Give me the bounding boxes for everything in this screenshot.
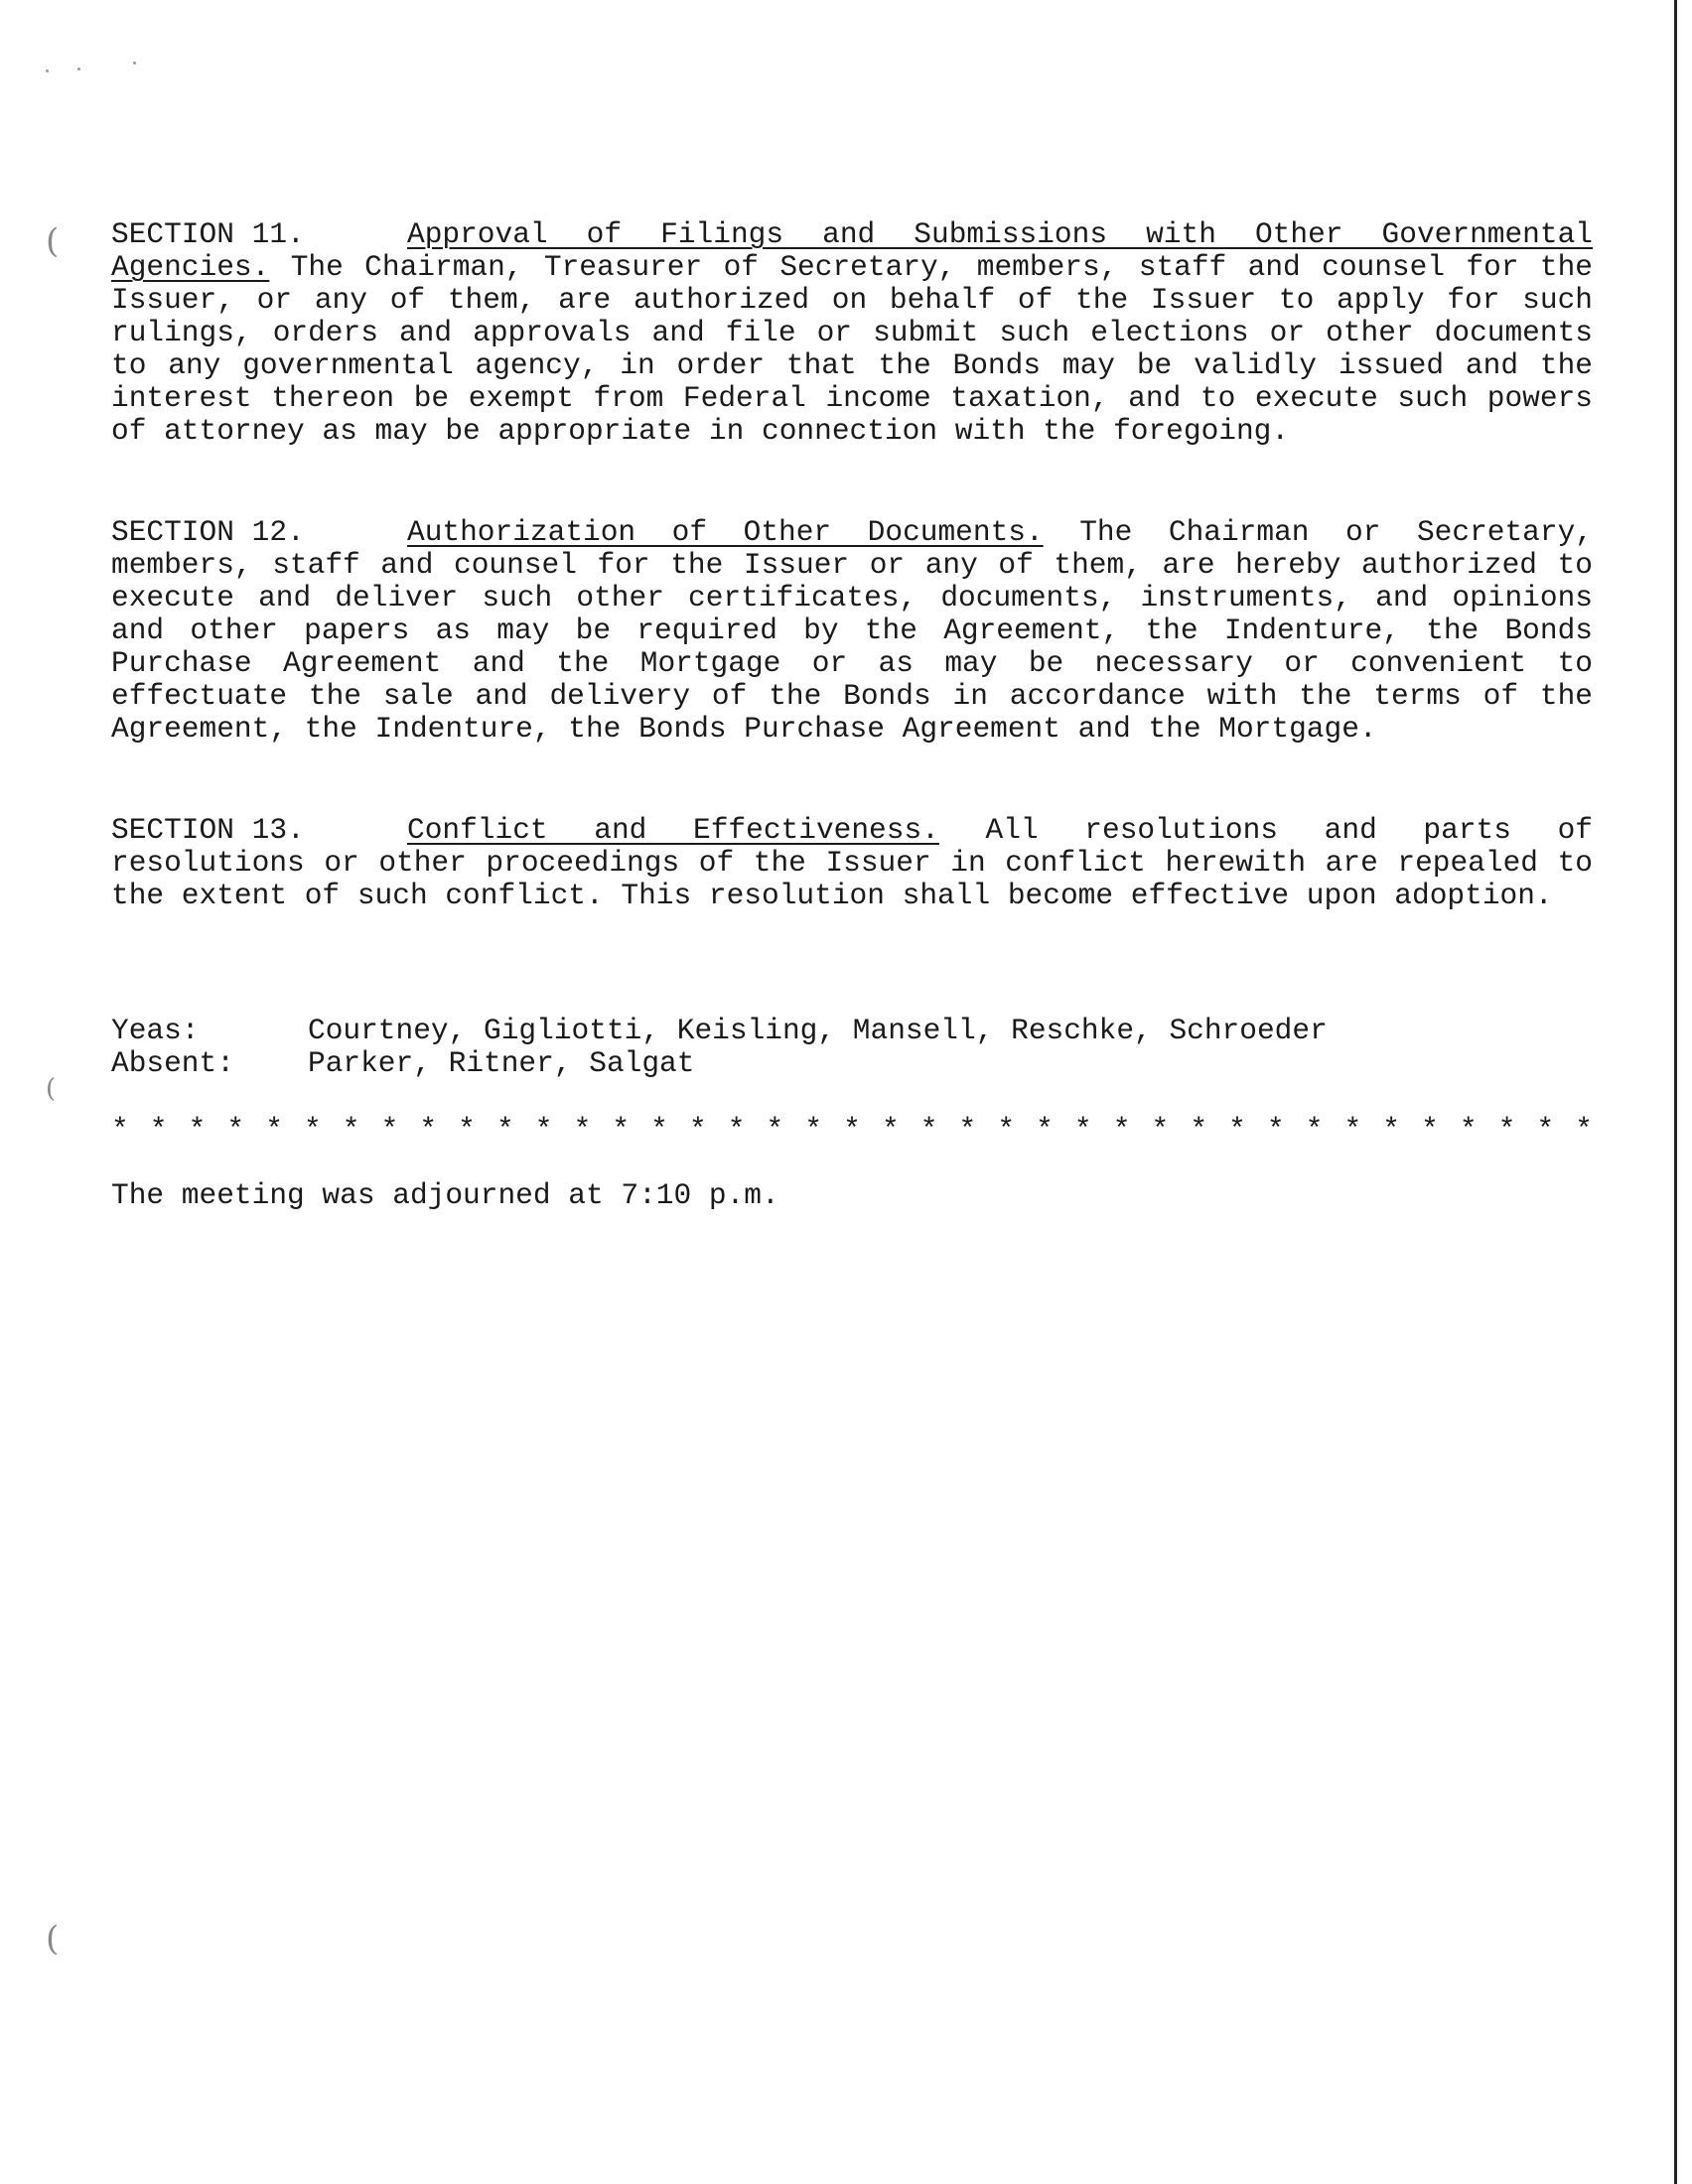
divider-asterisk: * bbox=[380, 1113, 399, 1147]
divider-asterisk: * bbox=[111, 1113, 129, 1147]
absent-names: Parker, Ritner, Salgat bbox=[308, 1046, 695, 1080]
divider-asterisk: * bbox=[766, 1113, 784, 1147]
absent-row bbox=[111, 1047, 694, 1080]
section-13 bbox=[111, 814, 1593, 912]
yeas-label: Yeas: bbox=[111, 1014, 200, 1047]
scan-speck bbox=[77, 68, 80, 70]
divider-asterisk: * bbox=[1151, 1113, 1170, 1147]
section-13-body: All resolutions and parts of resolutions or other proceedings of the Issuer in conflict herewith are repealed to the extent of such conflict. This resolution shall become effective upon adoption. bbox=[111, 813, 1593, 912]
divider-asterisk: * bbox=[612, 1113, 631, 1147]
divider-asterisk: * bbox=[843, 1113, 861, 1147]
divider-asterisk: * bbox=[804, 1113, 823, 1147]
divider-asterisk: * bbox=[303, 1113, 322, 1147]
scan-speck bbox=[133, 62, 136, 65]
divider-asterisk: * bbox=[1421, 1113, 1439, 1147]
divider-asterisk: * bbox=[458, 1113, 476, 1147]
divider-asterisk: * bbox=[650, 1113, 668, 1147]
scan-edge-rule bbox=[1674, 0, 1677, 2184]
divider-asterisk: * bbox=[1459, 1113, 1478, 1147]
divider-asterisk: * bbox=[881, 1113, 900, 1147]
divider-asterisk: * bbox=[573, 1113, 592, 1147]
divider-asterisk: * bbox=[149, 1113, 168, 1147]
section-12 bbox=[111, 516, 1593, 746]
section-11-heading: Approval of Filings and Submissions with Other Governmental Agencies. bbox=[111, 217, 1593, 284]
section-13-label: SECTION 13. bbox=[111, 813, 305, 847]
yeas-names: Courtney, Gigliotti, Keisling, Mansell, Reschke, Schroeder bbox=[308, 1014, 1328, 1047]
divider-asterisk: * bbox=[958, 1113, 977, 1147]
scan-artifact-mark: ( bbox=[46, 1919, 60, 1959]
asterisk-divider bbox=[111, 1114, 1593, 1147]
divider-asterisk: * bbox=[1343, 1113, 1362, 1147]
divider-asterisk: * bbox=[265, 1113, 283, 1147]
divider-asterisk: * bbox=[419, 1113, 438, 1147]
divider-asterisk: * bbox=[688, 1113, 707, 1147]
divider-asterisk: * bbox=[534, 1113, 553, 1147]
divider-asterisk: * bbox=[1305, 1113, 1324, 1147]
divider-asterisk: * bbox=[727, 1113, 746, 1147]
section-11-body: The Chairman, Treasurer of Secretary, members, staff and counsel for the Issuer, or any of them, are authorized on behalf of the Issuer to apply for such rulings, orders and approvals and file or submit such elections or other documents to any governmental agency, in order that the Bonds may be validly issued and the interest thereon be exempt from Federal income taxation, and to execute such powers of attorney as may be appropriate in connection with the foregoing. bbox=[111, 250, 1593, 448]
divider-asterisk: * bbox=[1497, 1113, 1516, 1147]
scan-artifact-mark: ( bbox=[46, 221, 60, 261]
divider-asterisk: * bbox=[1266, 1113, 1285, 1147]
section-11 bbox=[111, 218, 1593, 448]
divider-asterisk: * bbox=[919, 1113, 938, 1147]
divider-asterisk: * bbox=[1073, 1113, 1092, 1147]
divider-asterisk: * bbox=[997, 1113, 1016, 1147]
divider-asterisk: * bbox=[1190, 1113, 1208, 1147]
section-12-body: The Chairman or Secretary, members, staff and counsel for the Issuer or any of them, are hereby authorized to execute and deliver such other certificates, documents, instruments, and opinions and other papers as may be required by the Agreement, the Indenture, the Bonds Purchase Agreement and the Mortgage or as may be necessary or convenient to effectuate the sale and delivery of the Bonds in accordance with the terms of the Agreement, the Indenture, the Bonds Purchase Agreement and the Mortgage. bbox=[111, 515, 1593, 746]
divider-asterisk: * bbox=[1382, 1113, 1400, 1147]
section-11-label: SECTION 11. bbox=[111, 217, 305, 251]
scan-speck bbox=[46, 69, 49, 72]
yeas-row bbox=[111, 1015, 1328, 1047]
divider-asterisk: * bbox=[226, 1113, 245, 1147]
section-12-heading: Authorization of Other Documents. bbox=[407, 515, 1044, 549]
divider-asterisk: * bbox=[342, 1113, 360, 1147]
scan-artifact-mark: ( bbox=[46, 1074, 57, 1104]
divider-asterisk: * bbox=[1536, 1113, 1555, 1147]
divider-asterisk: * bbox=[495, 1113, 514, 1147]
divider-asterisk: * bbox=[1228, 1113, 1246, 1147]
divider-asterisk: * bbox=[1036, 1113, 1054, 1147]
section-13-heading: Conflict and Effectiveness. bbox=[407, 813, 939, 847]
adjournment-note: The meeting was adjourned at 7:10 p.m. bbox=[111, 1178, 779, 1212]
divider-asterisk: * bbox=[188, 1113, 207, 1147]
absent-label: Absent: bbox=[111, 1046, 234, 1080]
divider-asterisk: * bbox=[1112, 1113, 1131, 1147]
section-12-label: SECTION 12. bbox=[111, 515, 305, 549]
divider-asterisk: * bbox=[1575, 1113, 1593, 1147]
